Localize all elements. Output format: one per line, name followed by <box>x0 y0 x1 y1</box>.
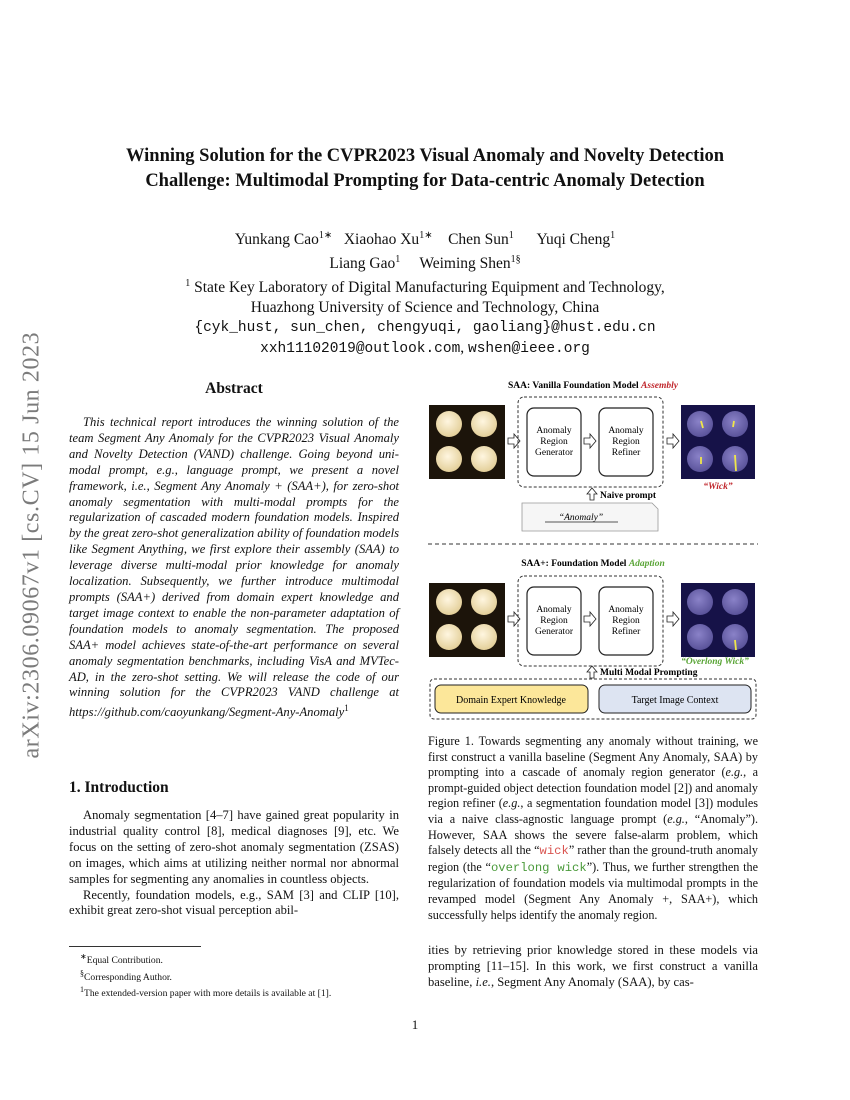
caption-part: , a segmentation foundation model [3]) modules via a naive class-agnostic language prompt ( <box>428 796 758 826</box>
fn-mark: ∗ <box>80 952 87 961</box>
domain-expert-box <box>435 685 588 713</box>
fn-text: The extended-version paper with more details is available at [1]. <box>84 988 332 1000</box>
author-name: Xiaohao Xu <box>343 231 420 249</box>
body-ie: i.e. <box>475 974 491 989</box>
svg-text:Refiner: Refiner <box>611 627 641 637</box>
author-sup: 1∗ <box>419 230 433 241</box>
author-name: Liang Gao <box>329 255 396 273</box>
caption-eg: e.g. <box>667 811 685 826</box>
page-number: 1 <box>411 1017 419 1032</box>
svg-text:Refiner: Refiner <box>611 448 641 458</box>
author-name: Chen Sun <box>448 231 509 249</box>
caption-part: Figure 1. Towards segmenting any anomaly without training, we first construct a vanilla baseline (Segment Any Anomaly, SAA) by prompting into a cascade of anomaly region generator ( <box>428 734 758 780</box>
intro-paragraph-1: Anomaly segmentation [4–7] have gained great popularity in industrial quality control [8], medical diagnoses [9], etc. We focus on the setting of zero-shot anomaly segmentation (ZSAS) on images, which aims at utilizing neither normal nor abnormal samples for segmenting any anomalies in countless objects. <box>69 808 399 886</box>
author-name: Weiming Shen <box>419 255 511 273</box>
author-sup: 1 <box>610 230 616 241</box>
up-arrow-icon <box>587 666 597 678</box>
author-name: Yunkang Cao <box>234 231 319 249</box>
caption-part: , “Anomaly”). However, SAA shows the severe false-alarm problem, which falsely detects all the “ <box>428 811 758 858</box>
email-2: wshen@ieee.org <box>468 341 590 358</box>
arxiv-stamp: arXiv:2306.09067v1 [cs.CV] 15 Jun 2023 <box>18 331 45 759</box>
fn-mark: 1 <box>80 985 84 995</box>
wick-label: “Wick” <box>703 482 733 492</box>
email-1: xxh11102019@outlook.com <box>260 341 461 358</box>
svg-text:Target Image Context: Target Image Context <box>631 695 719 706</box>
title-line-1: Winning Solution for the CVPR2023 Visual Anomaly and Novelty Detection <box>125 146 725 166</box>
affiliation-line-1 <box>60 274 790 298</box>
arrow-icon <box>584 612 596 626</box>
fn-text: Corresponding Author. <box>84 971 172 983</box>
abstract-footnote-mark: 1 <box>344 703 349 714</box>
footnote-2 <box>80 968 400 985</box>
caption-eg: e.g. <box>502 796 521 811</box>
footnote-3 <box>80 984 400 1001</box>
region-refiner-box-bottom <box>599 587 653 655</box>
author-sup: 1 <box>508 230 514 241</box>
author-sup: 1§ <box>510 254 521 266</box>
fn-text: Equal Contribution. <box>86 955 163 967</box>
body-part: ities by retrieving prior knowledge stored in these models via prompting [11–15]. In this work, we first construct a vanilla baseline, <box>428 943 758 989</box>
region-generator-box-top <box>527 408 581 476</box>
arrow-icon <box>667 434 679 448</box>
output-image-bottom <box>681 583 755 657</box>
email-line-1: {cyk_hust, sun_chen, chengyuqi, gaoliang}@hust.edu.cn <box>194 320 656 337</box>
svg-text:Region: Region <box>540 616 568 626</box>
author-name: Yuqi Cheng <box>536 231 611 249</box>
figure-caption <box>428 734 758 923</box>
footnote-rule <box>69 946 201 947</box>
caption-eg: e.g. <box>725 765 744 780</box>
multi-modal-label: Multi Modal Prompting <box>600 668 698 678</box>
svg-text:Anomaly: Anomaly <box>536 605 572 615</box>
author-sup: 1∗ <box>318 230 333 241</box>
bottom-panel-title: SAA+: Foundation Model Adaption <box>521 559 665 569</box>
svg-text:Region: Region <box>612 616 640 626</box>
svg-text:Domain Expert Knowledge: Domain Expert Knowledge <box>456 695 566 706</box>
svg-text:Anomaly: Anomaly <box>608 605 644 615</box>
footnote-1 <box>80 951 400 968</box>
figure-1 <box>428 378 758 720</box>
anomaly-prompt-note <box>522 503 658 531</box>
arrow-icon <box>584 434 596 448</box>
svg-text:Generator: Generator <box>535 627 573 637</box>
author-line-2 <box>60 250 790 274</box>
body-part: , Segment Any Anomaly (SAA), by cas- <box>490 974 694 989</box>
author-block <box>60 226 790 359</box>
abstract-heading: Abstract <box>205 380 263 397</box>
affil-text: State Key Laboratory of Digital Manufacturing Equipment and Technology, <box>194 279 665 297</box>
email-line-2: xxh11102019@outlook.com, wshen@ieee.org <box>260 339 590 358</box>
footnotes <box>80 951 400 1001</box>
top-panel-title: SAA: Vanilla Foundation Model Assembly <box>508 381 678 391</box>
caption-keyword-wick: wick <box>539 844 569 859</box>
svg-text:Generator: Generator <box>535 448 573 458</box>
abstract-body: This technical report introduces the winning solution of the team Segment Any Anomaly for the CVPR2023 Visual Anomaly and Novelty Detection (VAND) challenge. Going beyond uni-modal prompt, e.g., language prompt, we present a novel framework, i.e., Segment Any Anomaly + (SAA+), for zero-shot anomaly segmentation with multi-modal prompts for the regularization of cascaded modern foundation models. Inspired by the great zero-shot generalization ability of foundation models like Segment Anything, we first explore their assembly (SAA) to leverage diverse multi-modal prior knowledge for anomaly localization. Subsequently, we further introduce multimodal prompts (SAA+) derived from domain expert knowledge and target image context to enable the non-parameter adaptation of foundation models to anomaly segmentation. The proposed SAA+ model achieves state-of-the-art performance on several anomaly segmentation benchmarks, including VisA and MVTec-AD, in the zero-shot setting. We will release the code of our winning solution for the CVPR2023 VAND challenge at https://github.com/caoyunkang/Segment-Any-Anomaly <box>69 415 399 720</box>
caption-part: , a prompt-guided object detection foundation model [2]) and anomaly region refiner ( <box>428 765 758 811</box>
caption-part: ” rather than the ground-truth anomaly region (the “ <box>428 843 758 874</box>
intro-paragraph-2: Recently, foundation models, e.g., SAM [3] and CLIP [10], exhibit great zero-shot visual perception abil- <box>69 887 399 918</box>
svg-text:Region: Region <box>540 437 568 447</box>
intro-heading: 1. Introduction <box>69 779 169 796</box>
svg-text:Anomaly: Anomaly <box>536 426 572 436</box>
paper-title <box>60 144 790 193</box>
svg-text:Anomaly: Anomaly <box>608 426 644 436</box>
region-generator-box-bottom <box>527 587 581 655</box>
abstract-text <box>69 415 399 721</box>
output-image-top <box>681 405 755 479</box>
target-context-box <box>599 685 751 713</box>
input-image-bottom <box>429 583 505 657</box>
svg-text:Region: Region <box>612 437 640 447</box>
affiliation-line-2: Huazhong University of Science and Technology, China <box>250 299 600 317</box>
anomaly-prompt-text: “Anomaly” <box>558 513 604 523</box>
right-column-text <box>428 943 758 991</box>
fn-mark: § <box>80 968 84 978</box>
input-image-top <box>429 405 505 479</box>
naive-prompt-label: Naive prompt <box>600 491 657 501</box>
affil-sup: 1 <box>185 278 191 290</box>
title-line-2: Challenge: Multimodal Prompting for Data-centric Anomaly Detection <box>145 170 705 191</box>
caption-keyword-overlong-wick: overlong wick <box>490 860 587 875</box>
overlong-wick-label: “Overlong Wick” <box>681 657 749 667</box>
up-arrow-icon <box>587 488 597 500</box>
region-refiner-box-top <box>599 408 653 476</box>
author-line-1 <box>60 226 790 250</box>
arrow-icon <box>667 612 679 626</box>
caption-part: ”). Thus, we further strengthen the regularization of foundation models via multimodal prompts in the revamped model (Segment Any Anomaly +, SAA+), which successfully helps identify the anomaly region. <box>428 859 759 922</box>
author-sup: 1 <box>395 254 401 266</box>
intro-body <box>69 808 399 919</box>
